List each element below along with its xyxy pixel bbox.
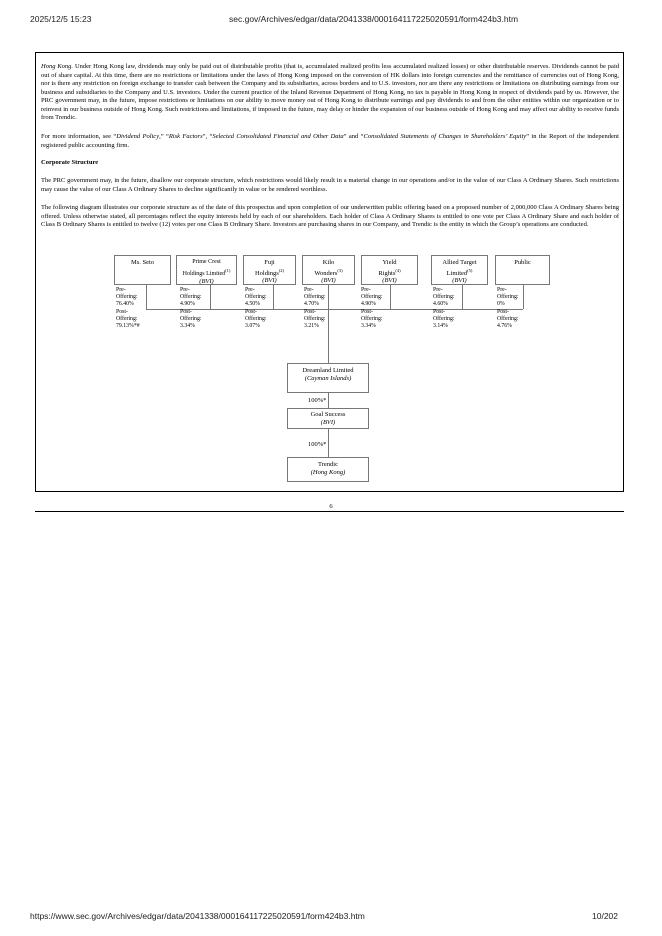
browser-url: https://www.sec.gov/Archives/edgar/data/2041338/000164117225020591/form424b3.htm xyxy=(30,911,365,921)
connector-line xyxy=(210,285,211,309)
paragraph-body: Under Hong Kong law, dividends may only be paid out of distributable profits (that is, accumulated realized profits less accumulated realized losses) or other distributable reserves. Dividends cannot be paid out of share capital. At this time, there are no restrictions or limitations under the laws of Hong Kong imposed on the conversion of HK dollars into foreign currencies and the remittance of currencies out of Hong Kong, nor is there any restriction on foreign exchange to transfer cash between the Company and its subsidiaries, across borders and to U.S. investors, nor are there any restrictions or limitations on distributing earnings from our business and subsidiaries to the Company and U.S. investors. Under the current practice of the Inland Revenue Department of Hong Kong, no tax is payable in Hong Kong in respect of dividends paid by us. However, the PRC government may, in the future, impose restrictions or limitations on our ability to move money out of Hong Kong to distribute earnings and pay dividends to and from the other entities within our organization or to reinvest in our business outside of Hong Kong. Such restrictions and limitations, if imposed in the future, may delay or hinder the expansion of our business outside of Hong Kong and may affect our ability to receive funds from Trendic. xyxy=(41,63,619,121)
shareholder-name-text: Fuji Holdings xyxy=(254,259,279,277)
jurisdiction: (BVI) xyxy=(321,277,336,285)
text-fragment: ” in the Report of the independent registered public accounting firm. xyxy=(41,133,619,149)
footnote-ref: (3) xyxy=(337,267,343,273)
connector-line xyxy=(328,429,329,457)
entity-name: Trendic xyxy=(318,461,338,468)
browser-datetime: 2025/12/5 15:23 xyxy=(30,14,92,24)
footnote-ref: (2) xyxy=(278,267,285,273)
shareholder-name: Public xyxy=(514,259,531,266)
jurisdiction: (Hong Kong) xyxy=(310,468,346,476)
shareholder-name xyxy=(362,256,417,277)
shareholder-box-ms-seto xyxy=(114,255,171,285)
text-fragment: ”, “ xyxy=(202,133,213,140)
page-divider xyxy=(35,511,624,512)
pre-offering-pct: Pre- Offering: 4.70% xyxy=(304,287,326,307)
jurisdiction: (BVI) xyxy=(262,277,277,285)
page-counter: 10/202 xyxy=(592,911,618,921)
shareholder-name: Ms. Seto xyxy=(130,259,155,266)
post-offering-pct: Post- Offering: 3.34% xyxy=(180,309,202,329)
link-shareholders-equity: Consolidated Statements of Changes in Shareholders’ Equity xyxy=(363,133,527,140)
footnote-ref: (5) xyxy=(467,267,473,273)
pre-offering-pct: Pre- Offering: 4.90% xyxy=(180,287,202,307)
shareholder-name xyxy=(177,256,236,278)
entity-box-trendic xyxy=(287,457,369,482)
shareholder-name xyxy=(244,256,295,277)
link-risk-factors: Risk Factors xyxy=(168,133,203,140)
text-fragment: ” and “ xyxy=(343,133,364,140)
ownership-pct: 100%* xyxy=(308,397,327,404)
entity-name: Goal Success xyxy=(310,411,346,418)
shareholder-name xyxy=(432,256,487,277)
jurisdiction: (BVI) xyxy=(452,277,467,285)
entity-box-goal-success xyxy=(287,408,369,429)
connector-line xyxy=(390,285,391,309)
shareholder-name xyxy=(303,256,354,277)
post-offering-pct: Post- Offering: 3.21% xyxy=(304,309,326,329)
shareholder-name-text: Kilo Wonders xyxy=(314,259,338,277)
connector-line xyxy=(523,285,524,309)
jurisdiction: (BVI) xyxy=(382,277,397,285)
connector-line xyxy=(328,393,329,408)
post-offering-pct: Post- Offering: 79.13%*# xyxy=(116,309,140,329)
jurisdiction: (BVI) xyxy=(199,278,214,285)
jurisdiction: (BVI) xyxy=(320,418,336,426)
footnote-ref: (4) xyxy=(395,267,401,273)
connector-line xyxy=(462,285,463,309)
ownership-pct: 100%* xyxy=(308,441,327,448)
pre-offering-pct: Pre- Offering: 4.50% xyxy=(245,287,267,307)
pre-offering-pct: Pre- Offering: 76.40% xyxy=(116,287,138,307)
shareholder-box-public xyxy=(495,255,550,285)
link-dividend-policy: Dividend Policy xyxy=(116,133,160,140)
connector-line xyxy=(273,285,274,309)
connector-line xyxy=(146,285,147,309)
post-offering-pct: Post- Offering: 3.34% xyxy=(361,309,383,329)
shareholder-box-prime-crest xyxy=(176,255,237,285)
text-fragment: For more information, see “ xyxy=(41,133,117,140)
post-offering-pct: Post- Offering: 3.07% xyxy=(245,309,267,329)
jurisdiction: (Cayman Islands) xyxy=(304,374,352,382)
shareholder-box-kilo-wonders xyxy=(302,255,355,285)
section-heading: Corporate Structure xyxy=(41,159,99,166)
footnote-ref: (1) xyxy=(225,267,231,273)
pre-offering-pct: Pre- Offering: 4.90% xyxy=(361,287,383,307)
page-number: 6 xyxy=(329,503,333,510)
entity-box-dreamland xyxy=(287,363,369,393)
pre-offering-pct: Pre- Offering: 4.60% xyxy=(433,287,455,307)
pre-offering-pct: Pre- Offering: 0% xyxy=(497,287,519,307)
connector-bar xyxy=(146,309,523,310)
post-offering-pct: Post- Offering: 4.76% xyxy=(497,309,519,329)
text-fragment: ,” “ xyxy=(159,133,169,140)
paragraph-prc-risk: The PRC government may, in the future, disallow our corporate structure, which restrictions would likely result in a material change in our operations and/or in the value of our Class A Ordinary Shares. Such restrictions may cause the value of our Class A Ordinary Shares to decline significantly in value or be rendered worthless. xyxy=(41,177,619,193)
link-selected-data: Selected Consolidated Financial and Other Data xyxy=(212,133,344,140)
shareholder-box-yield-rights xyxy=(361,255,418,285)
entity-name: Dreamland Limited xyxy=(302,367,354,374)
post-offering-pct: Post- Offering: 3.14% xyxy=(433,309,455,329)
shareholder-box-allied-target xyxy=(431,255,488,285)
shareholder-box-fuji xyxy=(243,255,296,285)
paragraph-diagram-intro: The following diagram illustrates our corporate structure as of the date of this prospectus and upon completion of our underwritten public offering based on a proposed number of 2,000,000 Class A Ordinary Shares being offered. Unless otherwise stated, all percentages reflect the equity interests held by each of our shareholders. Each holder of Class A Ordinary Shares is entitled to one vote per Class A Ordinary Share and each holder of Class B Ordinary Shares is entitled to twelve (12) votes per one Class B Ordinary Share. Investors are purchasing shares in our Company, and Trendic is the entity in which the Group’s operations are conducted. xyxy=(41,204,619,228)
shareholder-name-text: Allied Target Limited xyxy=(442,259,477,277)
shareholder-name-text: Yield Rights xyxy=(378,259,397,277)
browser-page-title: sec.gov/Archives/edgar/data/2041338/000164117225020591/form424b3.htm xyxy=(229,14,519,24)
paragraph-lead: Hong Kong. xyxy=(41,63,74,70)
connector-trunk xyxy=(328,285,329,363)
shareholder-name-text: Prime Crest Holdings Limited xyxy=(182,259,226,277)
